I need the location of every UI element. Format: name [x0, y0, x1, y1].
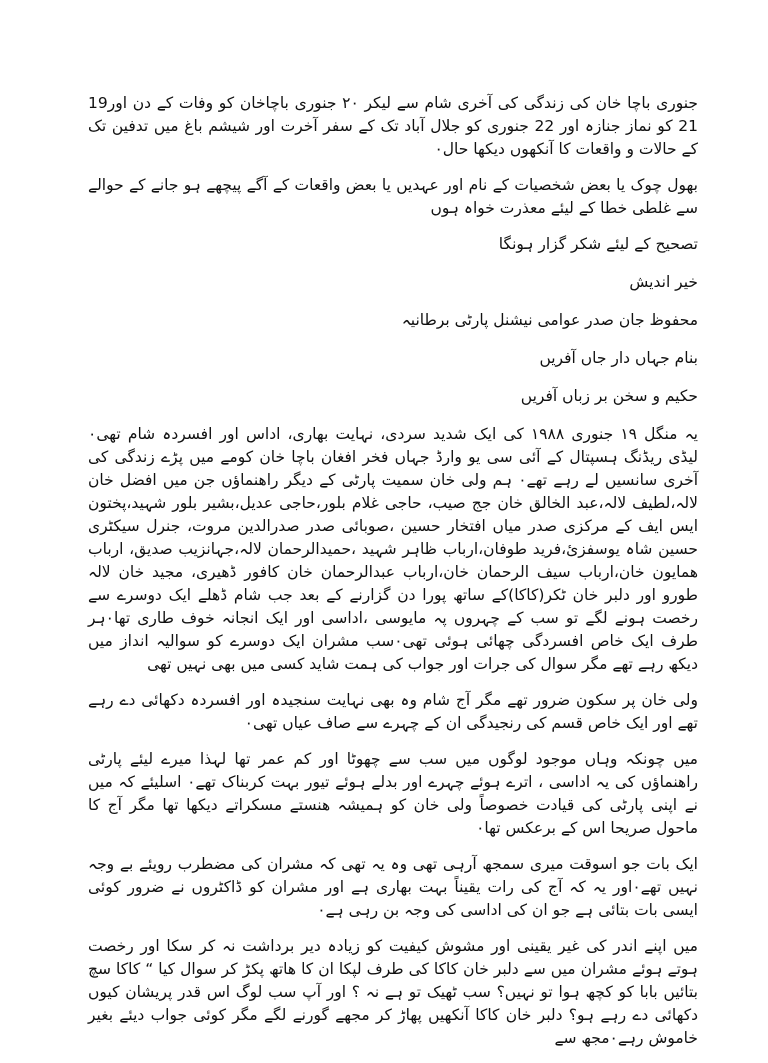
- verse-line-1: بنام جہاں دار جاں آفریں: [539, 349, 698, 367]
- closing-line: خیر اندیش: [629, 273, 698, 291]
- body-paragraph: میں اپنے اندر کی غیر یقینی اور مشوش کیفیت کو زیادہ دیر برداشت نہ کر سکا اور رخصت ہوتے ہوئے مشران میں سے دلبر خان کاکا کی طرف لپکا ان کا ھاتھ پکڑ کر سوال کیا “ کاکا سچ بتائیں بابا کو کچھ ہوا تو نہیں؟ سب ٹھیک تو ہے نہ ؟ اور آپ سب لوگ اس قدر پریشان کیوں دکھائی دے رہے ہو؟ دلبر خان کاکا آنکھیں پھاڑ کر مجھے گورنے لگے مگر کوئی جواب دیئے بغیر خاموش رہے۰مجھ سے: [88, 937, 698, 1047]
- author-signature: محفوظ جان صدر عوامی نیشنل پارٹی برطانیہ: [401, 311, 698, 329]
- apology-paragraph: بھول چوک یا بعض شخصیات کے نام اور عہدیں یا بعض واقعات کے آگے پیچھے ہو جانے کے حوالے سے غلطی خطا کے لیئے معذرت خواہ ہوں: [88, 176, 698, 217]
- verse-line-2: حکیم و سخن بر زباں آفریں: [520, 387, 698, 405]
- body-paragraph: میں چونکہ وہاں موجود لوگوں میں سب سے چھوٹا اور کم عمر تھا لہذا میرے لیئے پارٹی راھنماؤں کی یہ اداسی ، اترے ہوئے چہرے اور بدلے ہوئے تیور بہت کربناک تھے۰ اسلیئے کہ میں نے اپنی پارٹی کی قیادت خصوصاً ولی خان کو ہمیشہ ھنستے مسکراتے دیکھا تھا مگر آج کا ماحول صریحا اس کے برعکس تھا۰: [88, 750, 698, 837]
- body-paragraph: ولی خان پر سکون ضرور تھے مگر آج شام وہ بھی نہایت سنجیدہ اور افسردہ دکھائی دے رہے تھے اور ایک خاص قسم کی رنجیدگی ان کے چہرے سے صاف عیاں تھی۰: [88, 691, 698, 732]
- intro-paragraph: جنوری باچا خان کی زندگی کی آخری شام سے لیکر ۲۰ جنوری باچاخان کو وفات کے دن اور19 21 کو نماز جنازہ اور 22 جنوری کو جلال آباد تک کے سفر آخرت اور شیشم باغ میں تدفین تک کے حالات و واقعات کا آنکھوں دیکھا حال۰: [88, 94, 698, 158]
- body-paragraph: ایک بات جو اسوقت میری سمجھ آرہی تھی وہ یہ تھی کہ مشران کی مضطرب رویئے بے وجہ نہیں تھے۰اور یہ کہ آج کی رات یقیناً بہت بھاری ہے اور مشران کو ڈاکٹروں نے ضرور کوئی ایسی بات بتائی ہے جو ان کی اداسی کی وجہ بن رہی ہے۰: [88, 855, 698, 919]
- document-body: [88, 92, 698, 1063]
- thanks-line: تصحیح کے لیئے شکر گزار ہونگا: [498, 235, 698, 253]
- body-paragraph: یہ منگل ۱۹ جنوری ۱۹۸۸ کی ایک شدید سردی، نہایت بھاری، اداس اور افسردہ شام تھی۰ لیڈی ریڈنگ ہسپتال کے آئی سی یو وارڈ جہاں فخر افغان باچا خان کومے میں پڑے زندگی کی آخری سانسیں لے رہے تھے۰ ہم ولی خان سمیت پارٹی کے دیگر راھنماؤں جن میں افضل خان لالہ،لطیف لالہ،عبد الخالق خان جج صیب، حاجی غلام بلور،حاجی عدیل،بشیر بلور شہید،پختون ایس ایف کے مرکزی صدر میاں افتخار حسین ،صوبائی صدر صدرالدین مروت، جنرل سیکٹری حسین شاہ یوسفزئ،فرید طوفان،ارباب ظاہر شہید ،حمیدالرحمان لالہ،جہانزیب صدیق، ارباب ھمایون خان،ارباب سیف الرحمان خان،ارباب عبدالرحمان خان کافور ڈھیری، مجید خان لالہ طورو اور دلبر خان ٹکر(کاکا)کے ساتھ پورا دن گزارنے کے بعد جب شام ڈھلے ایک دوسرے سے رخصت ہونے لگے تو سب کے چہروں پہ مایوسی ،اداسی اور ایک انجانہ خوف طاری تھا۰ہر طرف ایک خاص افسردگی چھائی ہوئی تھی۰سب مشران ایک دوسرے کو سوالیہ انداز میں دیکھ رہے تھے مگر سوال کی جرات اور جواب کی ہمت شاید کسی میں بھی نہیں تھی: [88, 425, 698, 673]
